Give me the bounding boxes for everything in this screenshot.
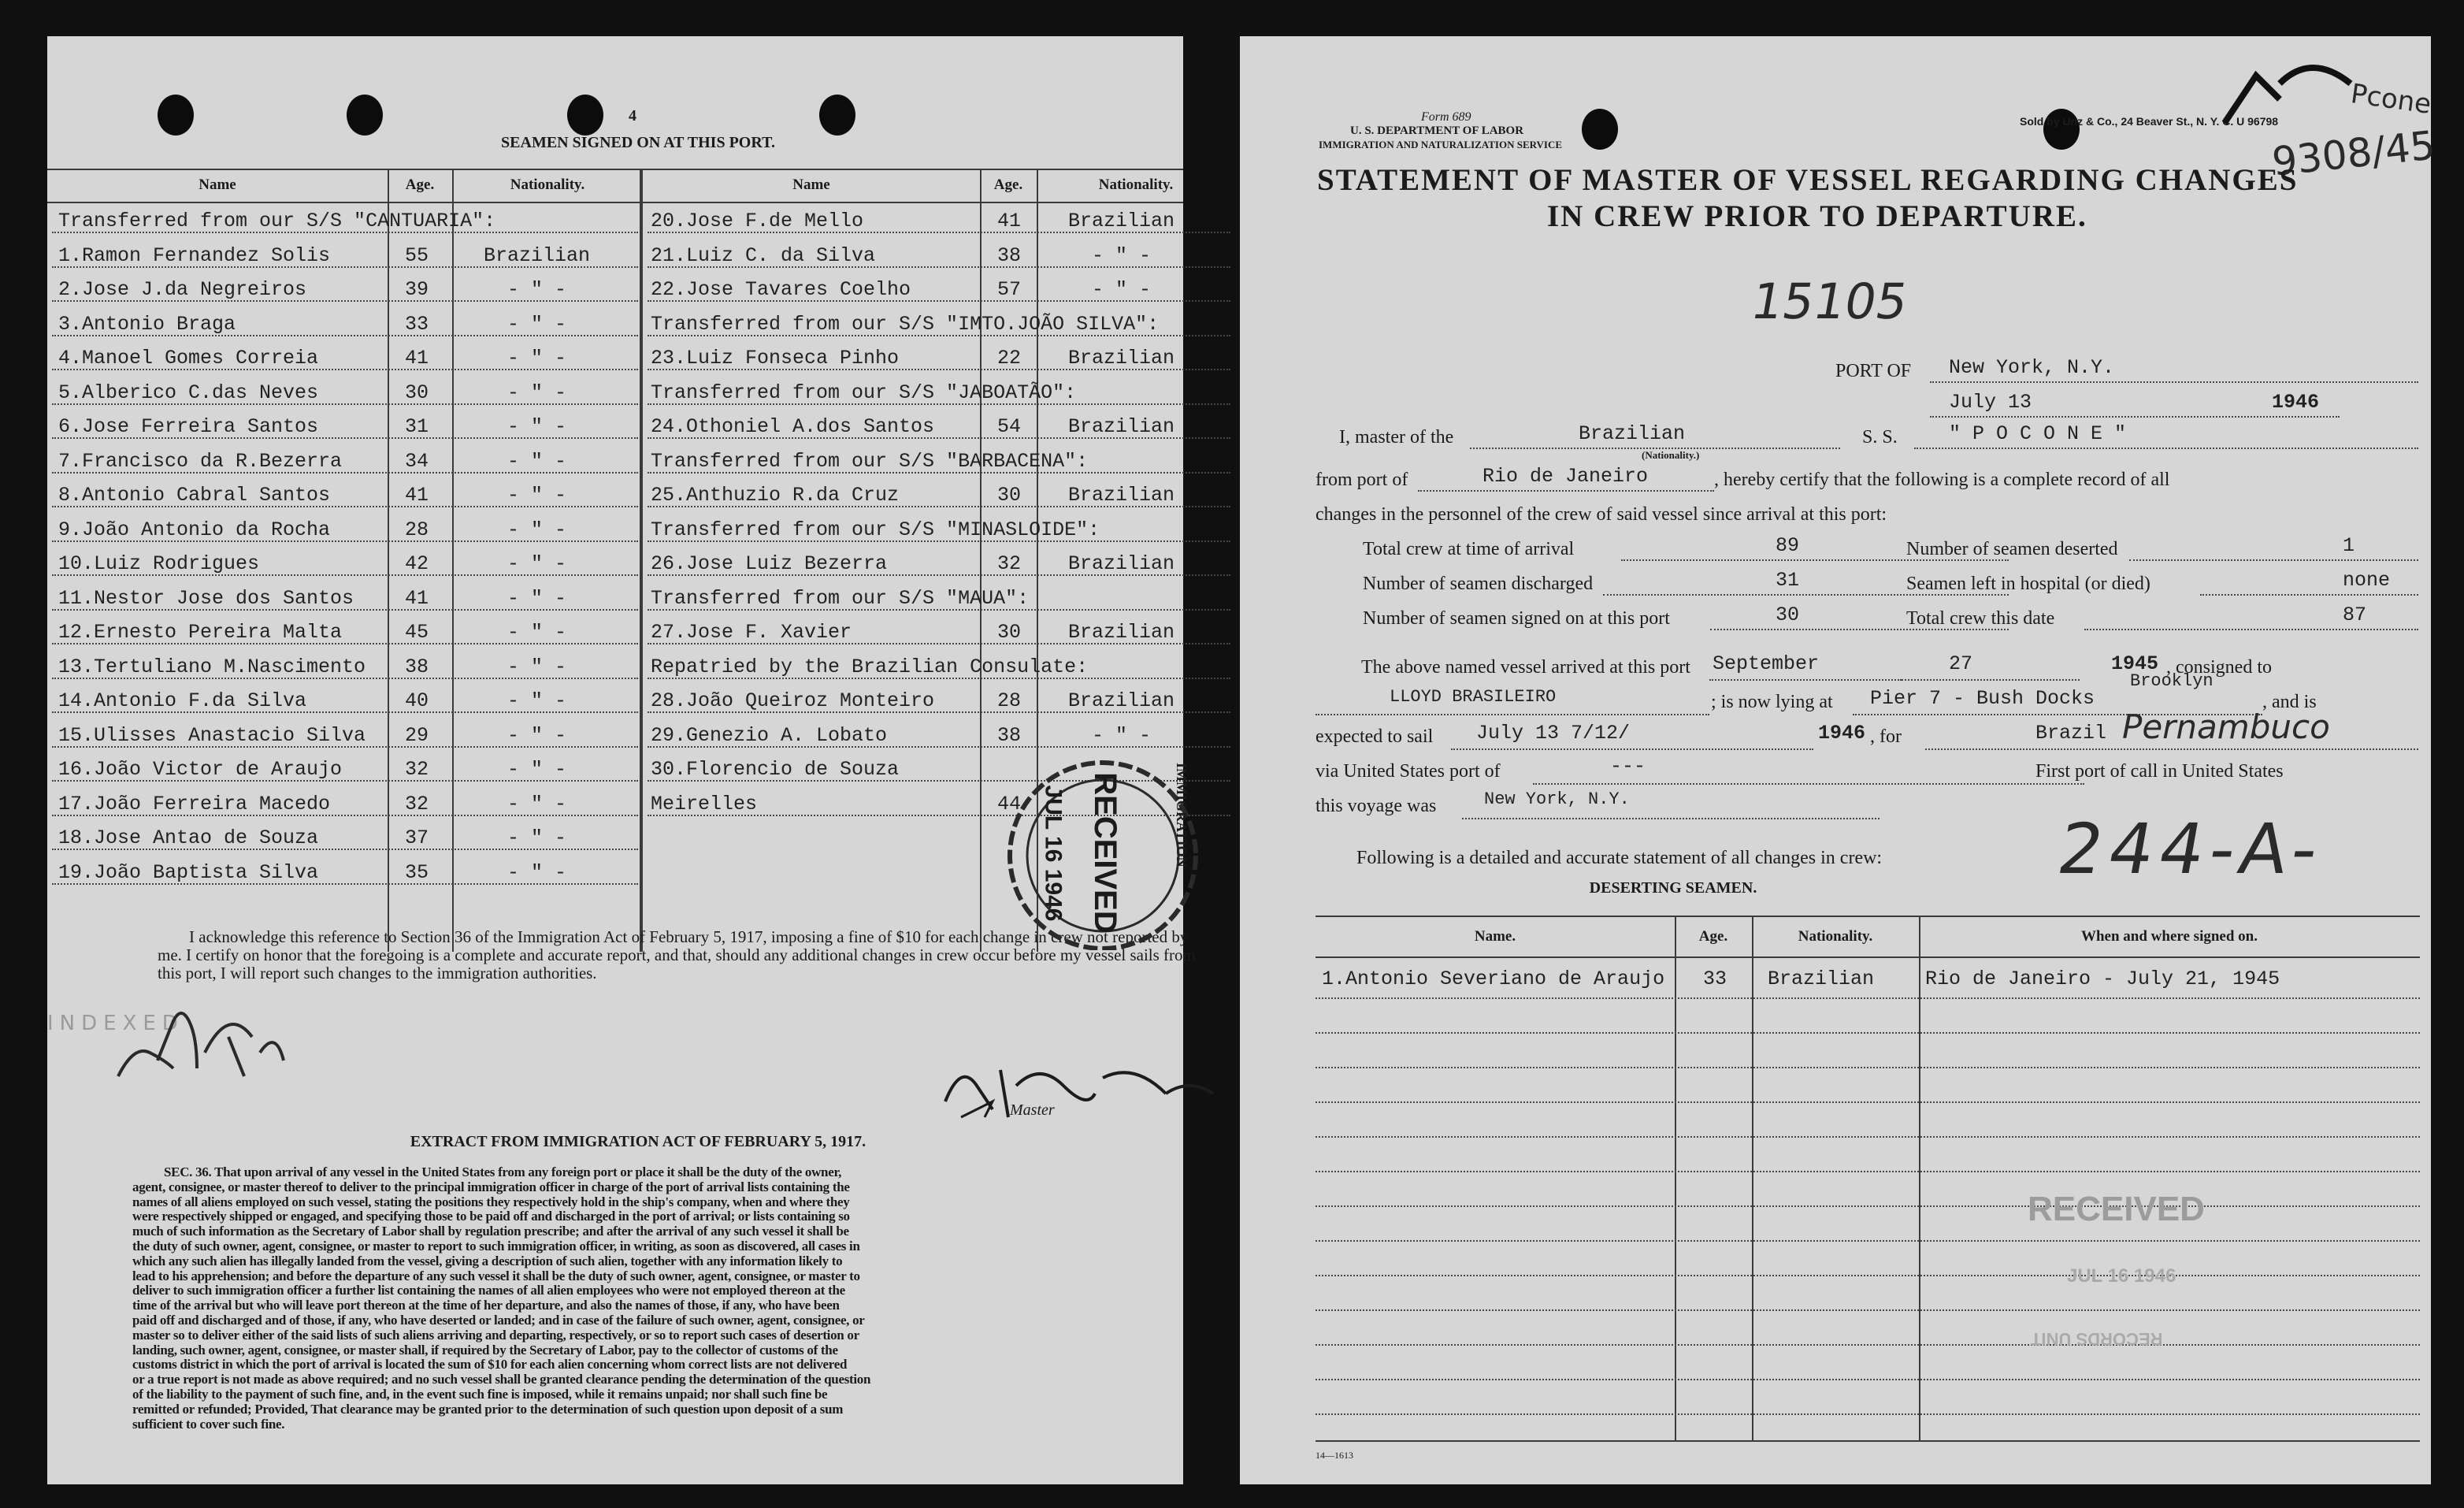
row-age: 31 <box>405 415 429 438</box>
row-age: 30 <box>997 621 1022 644</box>
extract-line: were respectively shipped or engaged, and specifying those to be paid off and discharged in the port of arrival; or lists containing so <box>132 1209 850 1224</box>
row-name: 4.Manoel Gomes Correia <box>58 347 319 370</box>
row-name: Transferred from our S/S "IMTO.JOÃO SILVA": <box>651 312 1160 336</box>
extract-line: sufficient to cover such fine. <box>132 1416 285 1432</box>
row-name: 23.Luiz Fonseca Pinho <box>651 347 900 370</box>
stat-value-2: none <box>2343 569 2391 592</box>
row-name: 13.Tertuliano M.Nascimento <box>58 655 366 678</box>
row-age: 42 <box>405 552 429 575</box>
row-rule <box>1315 1171 2420 1172</box>
row-nationality: - " - <box>507 484 567 507</box>
extract-line: SEC. 36. That upon arrival of any vessel in the United States from any foreign port or place it shall be the duty of the owner, <box>164 1164 842 1179</box>
stat-label: Number of seamen signed on at this port <box>1363 608 1670 629</box>
row-nationality: Brazilian <box>1068 347 1175 370</box>
sold-by-line: Sold by Unz & Co., 24 Beaver St., N. Y. C. U 96798 <box>2020 115 2279 128</box>
left-page <box>47 36 1196 1484</box>
row-age: 41 <box>997 210 1022 232</box>
row-age: 22 <box>997 347 1022 370</box>
handwritten-code: 244-A- <box>2051 808 2331 890</box>
sail-year: 1946 <box>1818 722 1866 745</box>
table-header-rule <box>47 202 1183 203</box>
ship-name: " P O C O N E " <box>1949 422 2127 445</box>
stat-rule <box>2129 559 2419 561</box>
column-header: Name <box>792 176 830 193</box>
extract-line: time of the arrival but who will leave port thereon at the time of her departure, and also the names of those, if any, who have been <box>132 1298 840 1313</box>
initials-signature <box>110 1005 299 1100</box>
table-bottom-rule <box>1315 1440 2420 1442</box>
column-header: Age. <box>405 176 435 193</box>
received-sub: RECORDS UNIT <box>2031 1329 2163 1349</box>
row-name: 5.Alberico C.das Neves <box>58 381 319 404</box>
row-age: 30 <box>997 484 1022 507</box>
row-rule <box>1315 1205 2420 1207</box>
row-name: 9.João Antonio da Rocha <box>58 518 331 541</box>
extract-line: names of all aliens employed on such vessel, stating the positions they respectively hold in the ship's company, when and where they <box>132 1194 850 1209</box>
deserter-age: 33 <box>1703 968 1727 990</box>
from-port-label: from port of <box>1315 470 1408 490</box>
row-nationality: - " - <box>507 723 567 747</box>
received-date: JUL 16 1946 <box>2067 1265 2176 1287</box>
row-age: 39 <box>405 278 429 301</box>
row-rule <box>1315 1379 2420 1380</box>
row-rule <box>1315 1275 2420 1276</box>
deserter-when: Rio de Janeiro - July 21, 1945 <box>1925 968 2280 990</box>
row-nationality: - " - <box>507 860 567 884</box>
extract-line: agent, consignee, or master thereof to deliver to the principal immigration officer in charge of the port of arrival lists containing the <box>132 1179 850 1194</box>
dept-line-1: U. S. DEPARTMENT OF LABOR <box>1350 124 1524 137</box>
row-name: 21.Luiz C. da Silva <box>651 243 876 267</box>
stat-rule <box>2200 594 2418 596</box>
row-name: 14.Antonio F.da Silva <box>58 689 307 712</box>
row-nationality: - " - <box>507 586 567 610</box>
row-name: Transferred from our S/S "MAUA": <box>651 586 1030 610</box>
row-rule <box>1315 1032 2420 1034</box>
row-nationality: - " - <box>507 792 567 815</box>
footer-code: 14—1613 <box>1315 1450 1353 1461</box>
punch-hole <box>158 95 194 136</box>
port-value: New York, N.Y. <box>1949 356 2115 379</box>
destination: Brazil <box>2035 722 2107 745</box>
row-nationality: - " - <box>507 826 567 849</box>
row-nationality: - " - <box>507 518 567 541</box>
row-rule <box>1315 1309 2420 1311</box>
arrived-month: September <box>1713 652 1820 675</box>
stat-label: Number of seamen discharged <box>1363 574 1594 594</box>
extract-line: or a true report is not made as above required; and no such vessel shall be granted clearance pending the determination of the question <box>132 1372 871 1387</box>
row-name: Repatried by the Brazilian Consulate: <box>651 655 1089 678</box>
form-number: Form 689 <box>1421 110 1471 124</box>
row-name: Meirelles <box>651 792 758 815</box>
voyage-text: this voyage was <box>1315 796 1437 816</box>
row-name: 17.João Ferreira Macedo <box>58 792 331 815</box>
destination-handwritten: Pernambuco <box>2122 708 2330 746</box>
row-name: 30.Florencio de Souza <box>651 758 900 781</box>
page-title: SEAMEN SIGNED ON AT THIS PORT. <box>501 134 775 151</box>
corner-note-2: 9308/45 <box>2269 122 2438 185</box>
stat-label: Total crew at time of arrival <box>1363 539 1575 559</box>
row-age: 32 <box>405 758 429 781</box>
row-age: 30 <box>405 381 429 404</box>
stat-value: 31 <box>1776 569 1800 592</box>
row-nationality: - " - <box>507 689 567 712</box>
row-age: 54 <box>997 415 1022 438</box>
row-age: 40 <box>405 689 429 712</box>
row-name: Transferred from our S/S "CANTUARIA": <box>58 210 496 232</box>
row-name: 27.Jose F. Xavier <box>651 621 852 644</box>
row-name: 10.Luiz Rodrigues <box>58 552 260 575</box>
acknowledgment-text: I acknowledge this reference to Section 36 of the Immigration Act of February 5, 1917, imposing a fine of $10 for each change in crew not reported by me. I certify on honor that the foregoing is a complete and accurate report, and that, should any additional changes in crew occur before my vessel sails from this port, I will report such changes to the immigration authorities. <box>158 927 1196 982</box>
punch-hole <box>1582 109 1618 150</box>
extract-line: landing, such owner, agent, consignee, or master shall, if required by the Secretary of Labor, pay to the collector of customs of the <box>132 1342 838 1358</box>
lying-text: ; is now lying at <box>1711 692 1833 712</box>
row-nationality: - " - <box>1092 243 1152 267</box>
row-name: 16.João Victor de Araujo <box>58 758 343 781</box>
following-text: Following is a detailed and accurate statement of all changes in crew: <box>1356 848 1883 868</box>
row-name: 18.Jose Antao de Souza <box>58 826 319 849</box>
column-rule <box>388 169 389 952</box>
stat-rule <box>2084 629 2418 630</box>
row-age: 44 <box>997 792 1022 815</box>
stamp-top-text: IMMIGRATION <box>1174 763 1189 867</box>
extract-line: the duty of such owner, agent, consignee, or master to report to such immigration officer, in writing, as soon as discovered, all cases in <box>132 1239 860 1254</box>
row-age: 45 <box>405 621 429 644</box>
received-round-stamp <box>969 753 1229 950</box>
file-number: 15105 <box>1746 273 1913 330</box>
deserter-name: 1.Antonio Severiano de Araujo <box>1322 968 1665 990</box>
stat-label-2: Total crew this date <box>1906 608 2055 629</box>
row-name: 15.Ulisses Anastacio Silva <box>58 723 366 747</box>
row-name: 24.Othoniel A.dos Santos <box>651 415 935 438</box>
row-nationality: Brazilian <box>1068 689 1175 712</box>
row-rule <box>1315 1240 2420 1242</box>
extract-line: deliver to such immigration officer a further list containing the names of all alien employees who were not employed thereon at the <box>132 1283 845 1298</box>
row-name: 28.João Queiroz Monteiro <box>651 689 935 712</box>
arrived-year: 1945 <box>2111 652 2159 675</box>
via-text: via United States port of <box>1315 761 1501 782</box>
row-nationality: Brazilian <box>1068 552 1175 575</box>
date-month-day: July 13 <box>1949 391 2032 414</box>
row-name: 29.Genezio A. Lobato <box>651 723 888 747</box>
port-label: PORT OF <box>1835 361 1912 381</box>
and-is-text: , and is <box>2262 692 2317 712</box>
extract-line: lead to his apprehension; and before the departure of any such vessel it shall be the duty of such owner, agent, consignee, or master to <box>132 1268 860 1283</box>
row-name: 19.João Baptista Silva <box>58 860 319 884</box>
row-rule <box>1315 997 2420 999</box>
master-label: Master <box>1010 1101 1055 1119</box>
row-rule <box>1315 1413 2420 1415</box>
extract-title: EXTRACT FROM IMMIGRATION ACT OF FEBRUARY 5, 1917. <box>410 1133 866 1150</box>
row-age: 28 <box>997 689 1022 712</box>
row-nationality: Brazilian <box>484 243 591 267</box>
column-header: When and where signed on. <box>2080 928 2258 945</box>
column-rule <box>1675 916 1676 1440</box>
from-port-value: Rio de Janeiro <box>1482 465 1649 488</box>
extract-line: of the liability to the payment of such fine, and, in the event such fine is imposed, while it remains unpaid; nor shall such fine be <box>132 1387 828 1402</box>
column-header: Age. <box>993 176 1023 193</box>
row-nationality: - " - <box>507 381 567 404</box>
stat-label-2: Number of seamen deserted <box>1906 539 2118 559</box>
row-name: 12.Ernesto Pereira Malta <box>58 621 343 644</box>
column-header: Name <box>199 176 236 193</box>
deserter-nationality: Brazilian <box>1768 968 1875 990</box>
row-age: 32 <box>405 792 429 815</box>
row-rule <box>1315 1344 2420 1346</box>
extract-line: customs district in which the port of arrival is located the sum of $10 for each alien concerning whom correct lists are not delivered <box>132 1357 848 1372</box>
column-header: Age. <box>1698 928 1728 945</box>
stat-value: 30 <box>1776 604 1800 626</box>
column-rule <box>452 169 454 952</box>
page-number: 4 <box>629 107 636 124</box>
deserting-title: DESERTING SEAMEN. <box>1589 879 1757 897</box>
extract-line: much of such information as the Secretary of Labor shall by regulation prescribe; and after the arrival of any such vessel it shall be <box>132 1224 849 1239</box>
first-port-text: First port of call in United States <box>2035 761 2284 782</box>
corner-note-1: Pcone <box>2348 78 2433 121</box>
stat-value: 89 <box>1776 534 1800 557</box>
row-age: 38 <box>405 655 429 678</box>
row-age: 28 <box>405 518 429 541</box>
row-nationality: - " - <box>507 655 567 678</box>
right-page <box>1240 36 2438 1484</box>
column-rule <box>1919 916 1920 1440</box>
row-age: 38 <box>997 723 1022 747</box>
row-nationality: - " - <box>1092 278 1152 301</box>
row-age: 34 <box>405 449 429 473</box>
row-nationality: - " - <box>507 312 567 336</box>
expected-text: expected to sail <box>1315 726 1434 747</box>
row-nationality: - " - <box>507 621 567 644</box>
received-stamp: RECEIVED <box>2028 1190 2205 1228</box>
row-age: 32 <box>997 552 1022 575</box>
row-name: Transferred from our S/S "BARBACENA": <box>651 449 1089 473</box>
dept-line-2: IMMIGRATION AND NATURALIZATION SERVICE <box>1319 139 1563 150</box>
form-title-line-2: IN CREW PRIOR TO DEPARTURE. <box>1547 199 2087 233</box>
master-of-text: I, master of the <box>1339 427 1454 448</box>
row-nationality: Brazilian <box>1068 415 1175 438</box>
extract-line: master so to deliver either of the said lists of such aliens arriving and departing, respectively, or so to report such cases of desertion or <box>132 1327 859 1343</box>
table-top-rule <box>47 169 1183 170</box>
row-age: 41 <box>405 586 429 610</box>
consigned-text: , consigned to <box>2166 657 2272 678</box>
stat-label-2: Seamen left in hospital (or died) <box>1906 574 2150 594</box>
for-text: , for <box>1870 726 1902 747</box>
row-name: 20.Jose F.de Mello <box>651 210 864 232</box>
column-header: Name. <box>1474 928 1516 945</box>
via-value: --- <box>1610 755 1646 778</box>
pen-scribble <box>2217 52 2421 131</box>
row-nationality: Brazilian <box>1068 621 1175 644</box>
pier-borough: Brooklyn <box>2130 671 2214 691</box>
row-rule <box>1315 1136 2420 1138</box>
row-name: 26.Jose Luiz Bezerra <box>651 552 888 575</box>
nationality-value: Brazilian <box>1579 422 1686 445</box>
changes-text: changes in the personnel of the crew of said vessel since arrival at this port: <box>1315 504 1887 525</box>
row-name: Transferred from our S/S "MINASLOIDE": <box>651 518 1100 541</box>
row-age: 29 <box>405 723 429 747</box>
row-age: 37 <box>405 826 429 849</box>
consignee: LLOYD BRASILEIRO <box>1390 687 1557 707</box>
stat-value-2: 1 <box>2343 534 2355 557</box>
voyage-value: New York, N.Y. <box>1484 789 1630 809</box>
row-nationality: - " - <box>507 415 567 438</box>
column-header: Nationality. <box>1098 176 1174 193</box>
table-center-rule <box>640 169 643 952</box>
ss-label: S. S. <box>1862 427 1898 448</box>
row-name: 3.Antonio Braga <box>58 312 236 336</box>
row-name: 8.Antonio Cabral Santos <box>58 484 331 507</box>
row-nationality: - " - <box>1092 723 1152 747</box>
stat-value-2: 87 <box>2343 604 2367 626</box>
row-rule <box>1315 1067 2420 1068</box>
master-signature <box>930 1054 1229 1125</box>
row-name: 22.Jose Tavares Coelho <box>651 278 911 301</box>
form-title-line-1: STATEMENT OF MASTER OF VESSEL REGARDING CHANGES <box>1317 163 2299 197</box>
row-name: 25.Anthuzio R.da Cruz <box>651 484 900 507</box>
pier-value: Pier 7 - Bush Docks <box>1870 687 2095 710</box>
row-name: 1.Ramon Fernandez Solis <box>58 243 331 267</box>
certify-text: , hereby certify that the following is a complete record of all <box>1714 470 2170 490</box>
row-name: 2.Jose J.da Negreiros <box>58 278 307 301</box>
row-age: 38 <box>997 243 1022 267</box>
row-rule <box>1315 1101 2420 1103</box>
row-nationality: - " - <box>507 278 567 301</box>
row-age: 41 <box>405 347 429 370</box>
row-nationality: - " - <box>507 758 567 781</box>
row-age: 57 <box>997 278 1022 301</box>
row-nationality: - " - <box>507 552 567 575</box>
extract-line: paid off and discharged and of those, if any, who have deserted or landed; and in case of the failure of such owner, agent, consignee, or <box>132 1313 865 1328</box>
column-header: Nationality. <box>510 176 585 193</box>
column-rule <box>1752 916 1753 1440</box>
indexed-stamp: INDEXED <box>47 1012 184 1035</box>
nationality-caption: (Nationality.) <box>1642 449 1700 461</box>
punch-hole <box>819 95 855 136</box>
punch-hole <box>347 95 383 136</box>
row-age: 33 <box>405 312 429 336</box>
row-nationality: Brazilian <box>1068 210 1175 232</box>
extract-line: which any such alien has illegally landed from the vessel, giving a description of such alien, together with any information likely to <box>132 1253 843 1268</box>
row-nationality: Brazilian <box>1068 484 1175 507</box>
row-name: 11.Nestor Jose dos Santos <box>58 586 354 610</box>
row-age: 55 <box>405 243 429 267</box>
stamp-received-text: RECEIVED <box>1087 772 1123 934</box>
row-name: 6.Jose Ferreira Santos <box>58 415 319 438</box>
row-age: 41 <box>405 484 429 507</box>
arrived-day: 27 <box>1949 652 1973 675</box>
stamp-date-text: JUL 16 1946 <box>1040 785 1067 922</box>
row-nationality: - " - <box>507 449 567 473</box>
table-header-rule <box>1315 956 2420 958</box>
punch-hole <box>567 95 603 136</box>
sail-date: July 13 7/12/ <box>1476 722 1631 745</box>
row-age: 35 <box>405 860 429 884</box>
row-name: 7.Francisco da R.Bezerra <box>58 449 343 473</box>
table-top-rule <box>1315 916 2420 917</box>
row-nationality: - " - <box>507 347 567 370</box>
column-header: Nationality. <box>1798 928 1873 945</box>
extract-line: remitted or refunded; Provided, That clearance may be granted prior to the determination of such question upon deposit of a sum <box>132 1401 844 1417</box>
arrived-text: The above named vessel arrived at this port <box>1361 657 1690 678</box>
date-year: 1946 <box>2272 391 2320 414</box>
row-name: Transferred from our S/S "JABOATÃO": <box>651 381 1077 404</box>
